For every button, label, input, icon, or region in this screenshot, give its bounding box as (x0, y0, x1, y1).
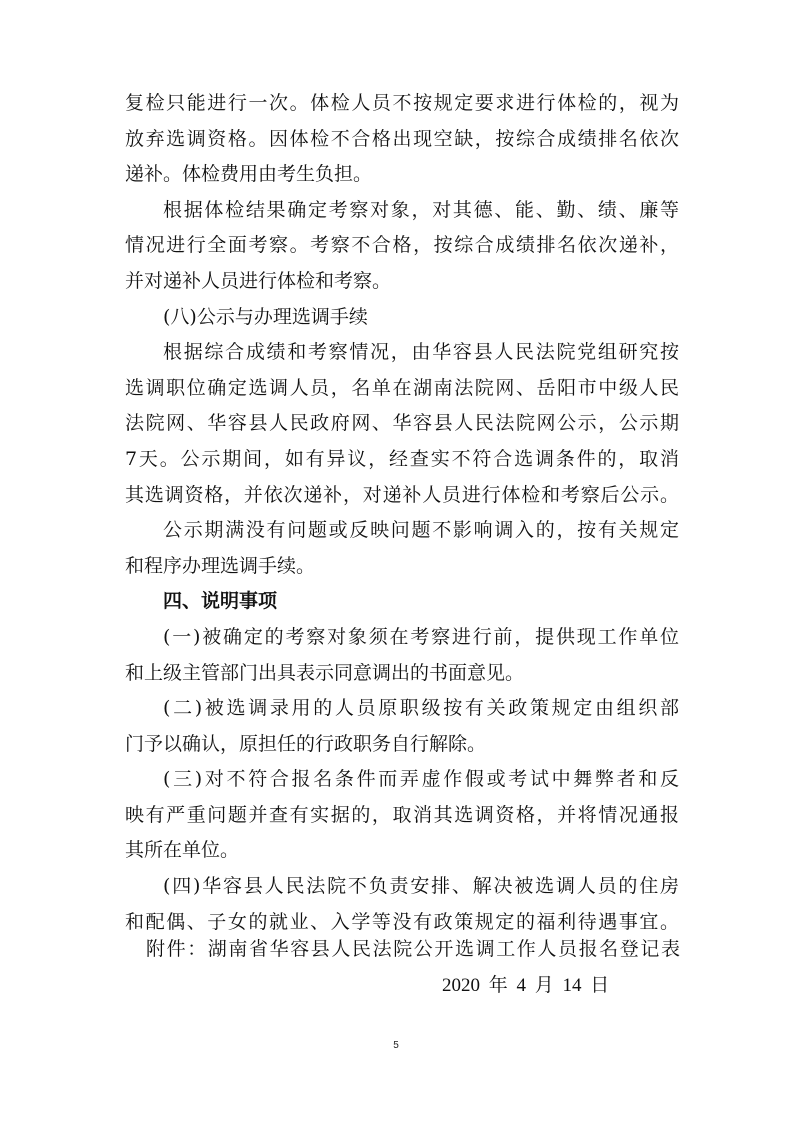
paragraph-line: 选调职位确定选调人员，名单在湖南法院网、岳阳市中级人民 (125, 376, 679, 399)
paragraph-line: 和上级主管部门出具表示同意调出的书面意见。 (125, 661, 525, 684)
paragraph-line: 复检只能进行一次。体检人员不按规定要求进行体检的，视为 (125, 92, 679, 114)
paragraph-line: 并对递补人员进行体检和考察。 (125, 269, 392, 292)
paragraph-line: (四)华容县人民法院不负责安排、解决被选调人员的住房 (163, 875, 679, 898)
page-number: 5 (393, 1040, 399, 1051)
paragraph-line: 门予以确认，原担任的行政职务自行解除。 (125, 732, 487, 755)
section-subtitle: (八)公示与办理选调手续 (163, 305, 368, 328)
paragraph-line: 情况进行全面考察。考察不合格，按综合成绩排名依次递补， (125, 234, 679, 257)
attachment-note: 附件：湖南省华容县人民法院公开选调工作人员报名登记表 (146, 938, 680, 960)
paragraph-line: 映有严重问题并查有实据的，取消其选调资格，并将情况通报 (125, 803, 679, 826)
paragraph-line: 和配偶、子女的就业、入学等没有政策规定的福利待遇事宜。 (125, 910, 679, 933)
paragraph-line: 根据综合成绩和考察情况，由华容县人民法院党组研究按 (163, 341, 679, 364)
paragraph-line: 放弃选调资格。因体检不合格出现空缺，按综合成绩排名依次 (125, 127, 679, 150)
paragraph-line: 法院网、华容县人民政府网、华容县人民法院网公示，公示期 (125, 412, 679, 435)
paragraph-line: 其选调资格，并依次递补，对递补人员进行体检和考察后公示。 (125, 483, 679, 506)
paragraph-line: (三)对不符合报名条件而弄虚作假或考试中舞弊者和反 (163, 768, 679, 791)
paragraph-line: 根据体检结果确定考察对象，对其德、能、勤、绩、廉等 (163, 198, 679, 221)
paragraph-line: (一)被确定的考察对象须在考察进行前，提供现工作单位 (163, 625, 679, 648)
paragraph-line: (二)被选调录用的人员原职级按有关政策规定由组织部 (163, 697, 679, 720)
document-body (125, 86, 679, 940)
paragraph-line: 7天。公示期间，如有异议，经查实不符合选调条件的，取消 (125, 447, 679, 470)
paragraph-line: 其所在单位。 (125, 839, 240, 862)
document-date: 2020 年 4 月 14 日 (442, 975, 610, 996)
paragraph-line: 和程序办理选调手续。 (125, 554, 316, 577)
paragraph-line: 递补。体检费用由考生负担。 (125, 163, 373, 186)
section-heading: 四、说明事项 (163, 590, 278, 613)
paragraph-line: 公示期满没有问题或反映问题不影响调入的，按有关规定 (163, 519, 679, 542)
